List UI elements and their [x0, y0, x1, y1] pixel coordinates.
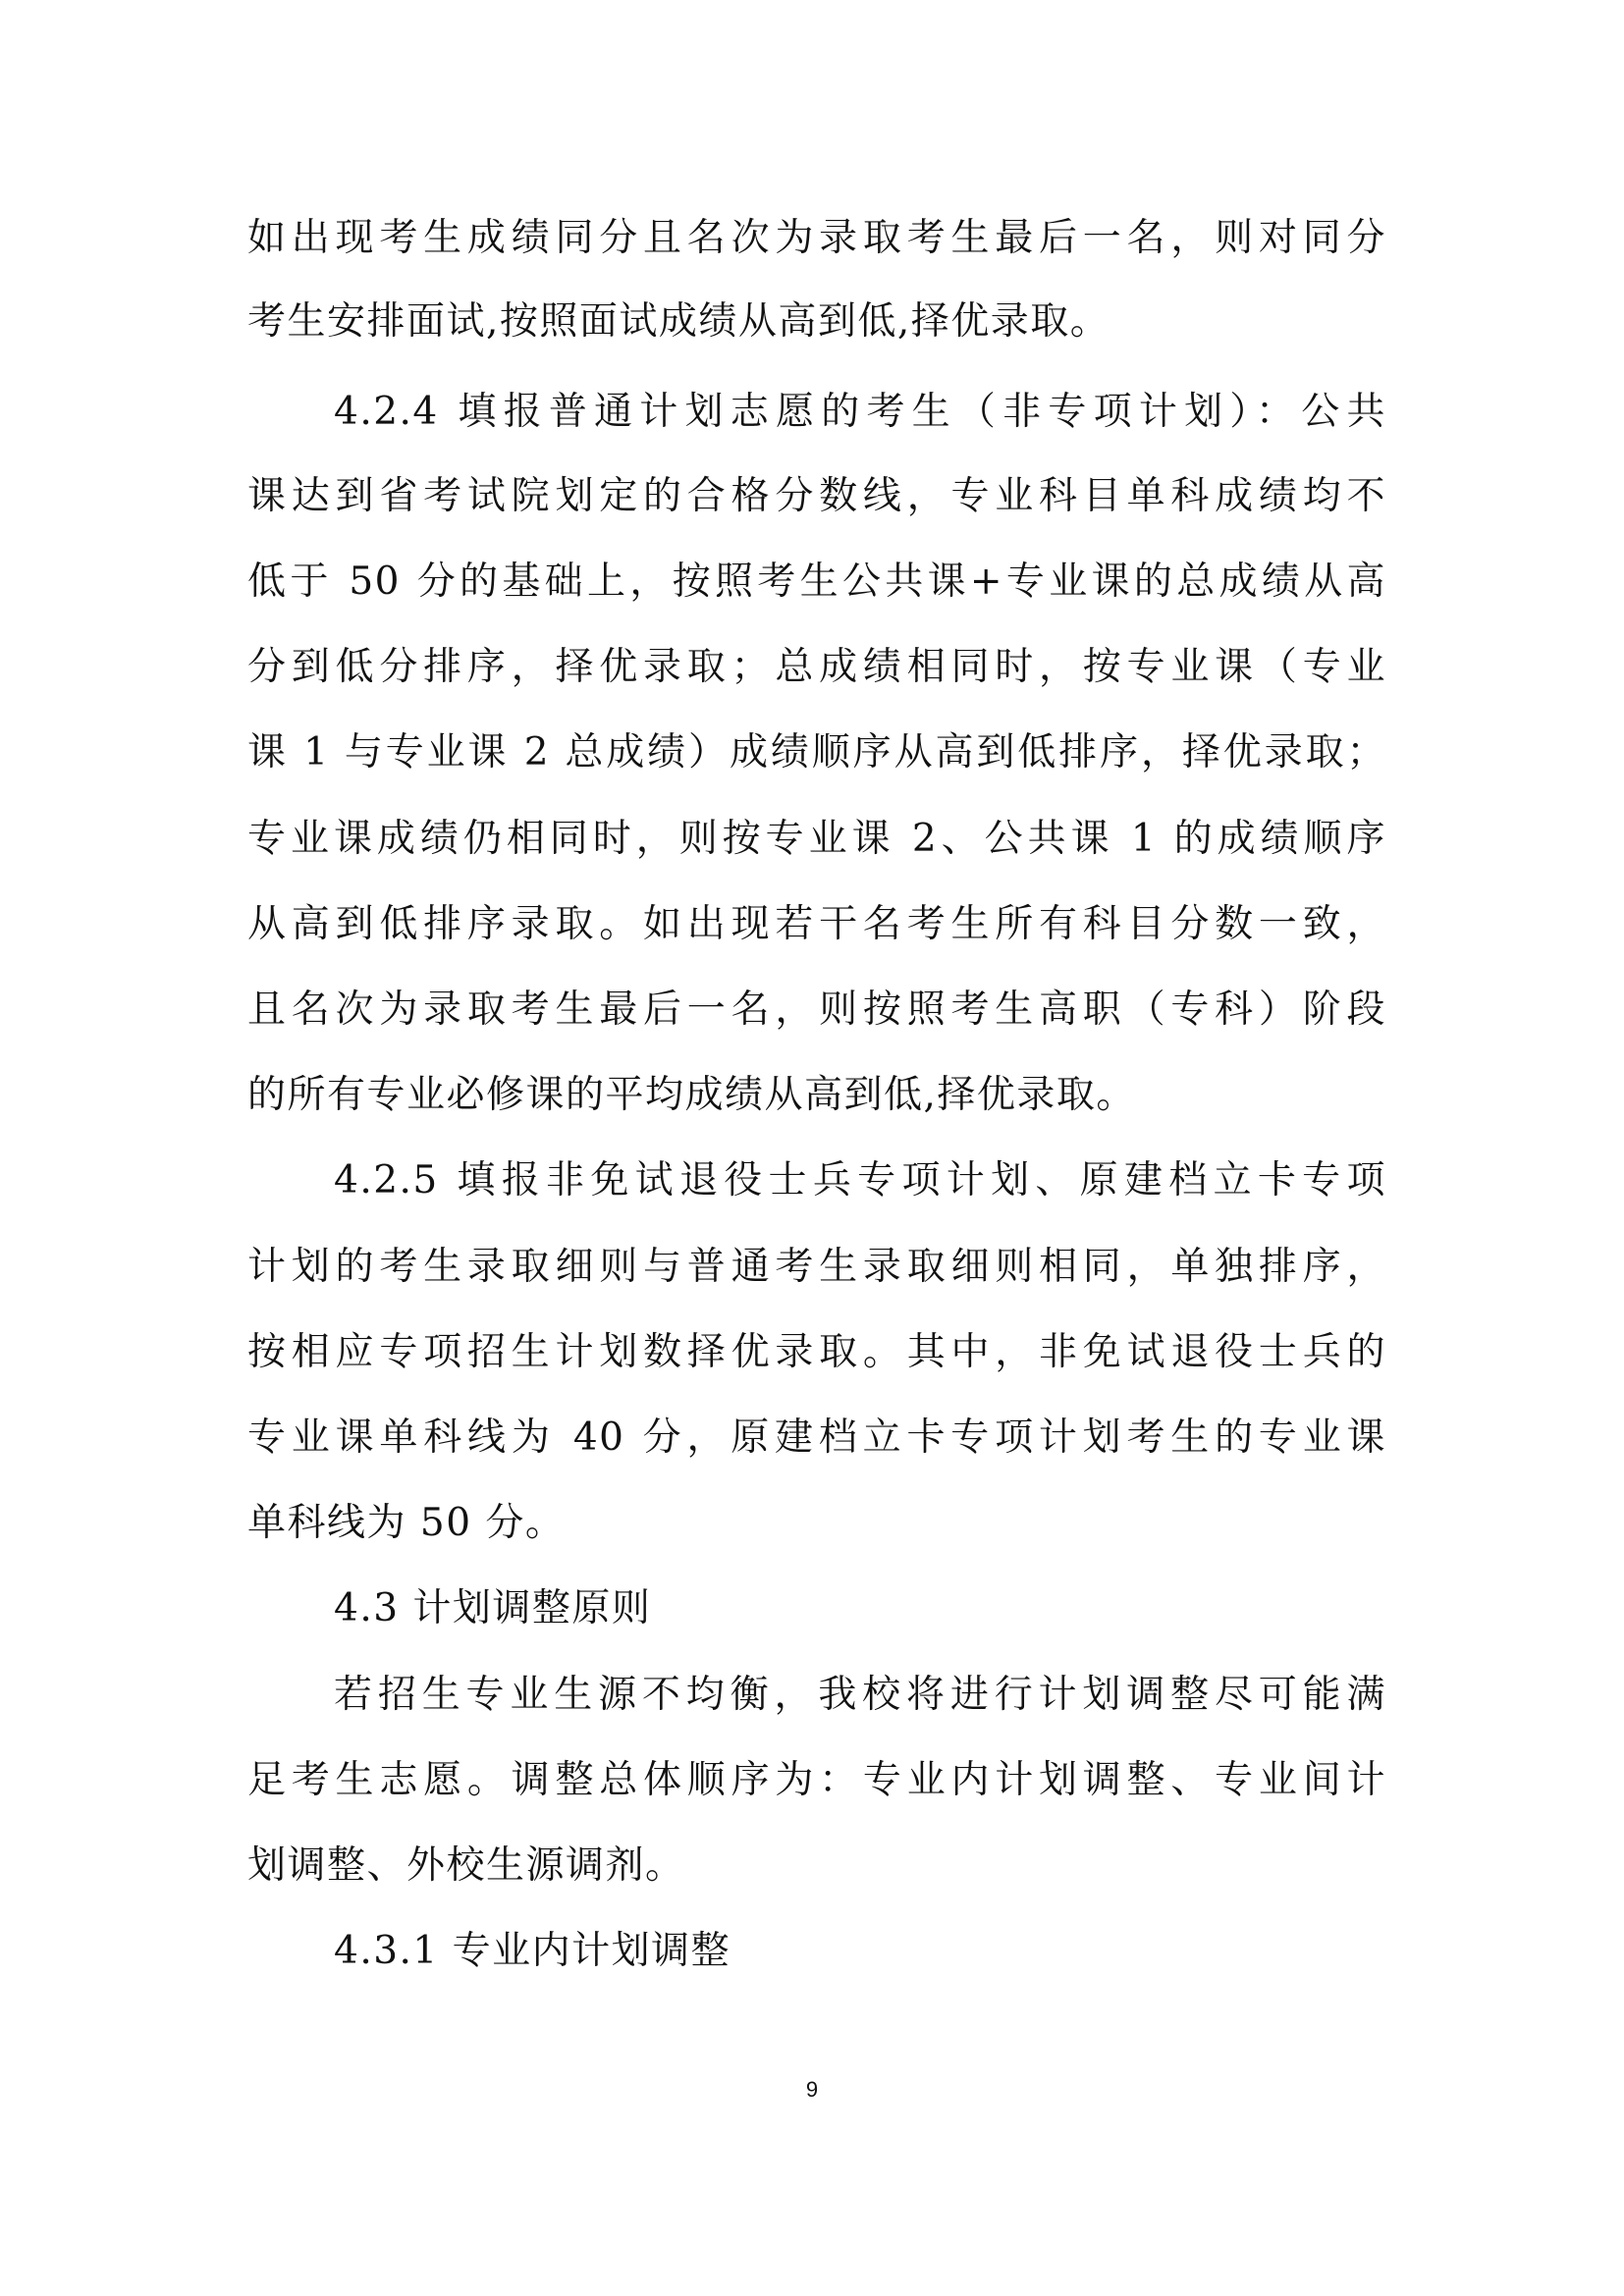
paragraph-line: 若招生专业生源不均衡，我校将进行计划调整尽可能满: [334, 1673, 1386, 1717]
paragraph-line: 的所有专业必修课的平均成绩从高到低,择优录取。: [247, 1073, 1136, 1117]
section-4-2-5-heading-line: 4.2.5 填报非免试退役士兵专项计划、原建档立卡专项: [334, 1158, 1386, 1202]
paragraph-line: 计划的考生录取细则与普通考生录取细则相同，单独排序，: [247, 1245, 1386, 1289]
page-number: 9: [805, 2077, 819, 2102]
section-4-3-heading: 4.3 计划调整原则: [334, 1586, 652, 1630]
section-4-3-1-heading: 4.3.1 专业内计划调整: [334, 1929, 731, 1973]
paragraph-line: 专业课成绩仍相同时，则按专业课 2、公共课 1 的成绩顺序: [247, 817, 1386, 861]
paragraph-line: 足考生志愿。调整总体顺序为：专业内计划调整、专业间计: [247, 1758, 1386, 1802]
paragraph-line: 课 1 与专业课 2 总成绩）成绩顺序从高到低排序，择优录取；: [247, 730, 1386, 774]
paragraph-line: 划调整、外校生源调剂。: [247, 1843, 685, 1888]
paragraph-line: 且名次为录取考生最后一名，则按照考生高职（专科）阶段: [247, 988, 1386, 1032]
paragraph-line: 课达到省考试院划定的合格分数线，专业科目单科成绩均不: [247, 474, 1386, 518]
paragraph-line: 分到低分排序，择优录取；总成绩相同时，按专业课（专业: [247, 645, 1386, 689]
paragraph-line: 如出现考生成绩同分且名次为录取考生最后一名，则对同分: [247, 216, 1386, 260]
paragraph-line: 低于 50 分的基础上，按照考生公共课+专业课的总成绩从高: [247, 560, 1386, 604]
paragraph-line: 专业课单科线为 40 分，原建档立卡专项计划考生的专业课: [247, 1415, 1386, 1460]
paragraph-line: 按相应专项招生计划数择优录取。其中，非免试退役士兵的: [247, 1330, 1386, 1374]
paragraph-line: 从高到低排序录取。如出现若干名考生所有科目分数一致，: [247, 902, 1386, 946]
paragraph-line: 单科线为 50 分。: [247, 1501, 566, 1545]
paragraph-line: 考生安排面试,按照面试成绩从高到低,择优录取。: [247, 299, 1110, 344]
section-4-2-4-heading-line: 4.2.4 填报普通计划志愿的考生（非专项计划）：公共: [334, 390, 1386, 434]
